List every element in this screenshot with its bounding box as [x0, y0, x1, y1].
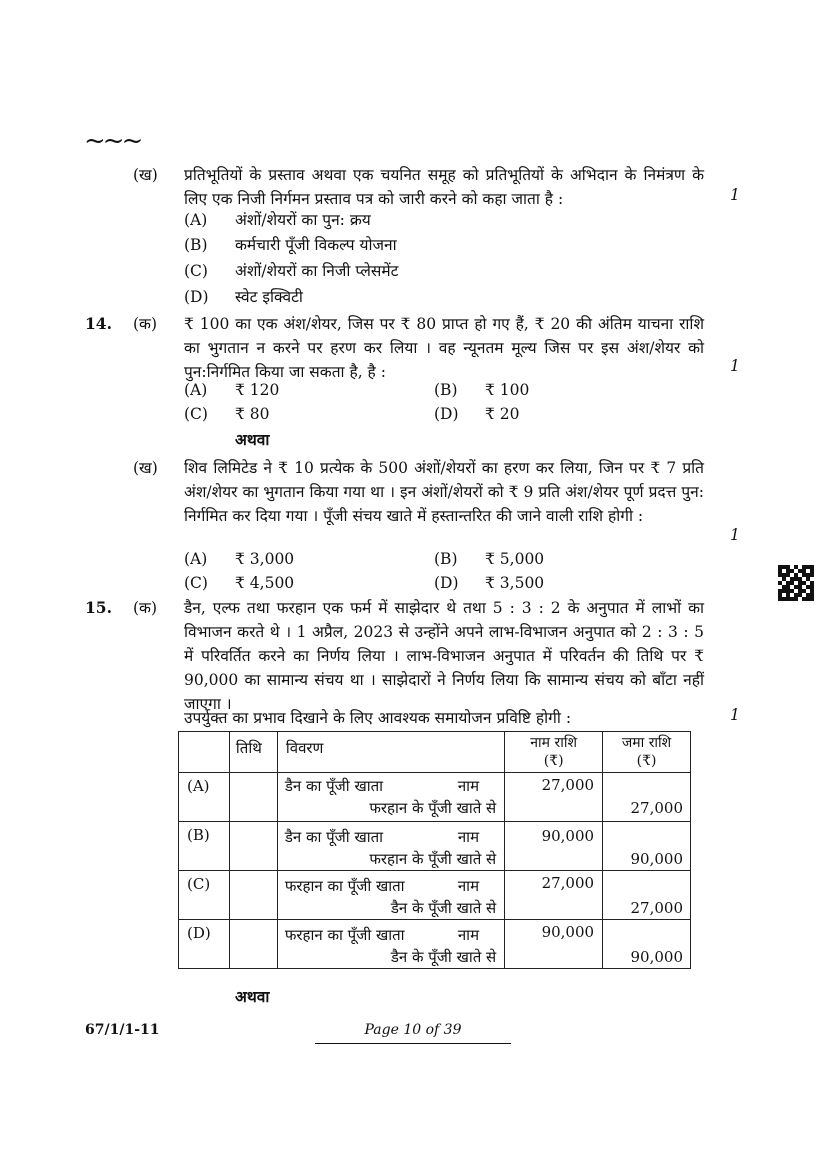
q14a-label: (क): [133, 315, 157, 333]
header-particulars-text: विवरण: [285, 739, 324, 757]
q15a-marks: 1: [730, 706, 740, 724]
q13b-option-d-label: (D): [184, 288, 209, 306]
page-number: Page 10 of 39: [364, 1022, 462, 1038]
q13b-marks: 1: [730, 186, 740, 204]
footer-rule: [315, 1043, 511, 1044]
header-label-cell: [179, 732, 230, 773]
header-particulars: [277, 732, 504, 773]
q13b-label: (ख): [133, 166, 158, 184]
header-debit-unit: (₹): [543, 753, 564, 769]
row-c-credit-account: डैन के पूँजी खाते से: [390, 899, 497, 917]
q14b-option-c: ₹ 4,500: [235, 574, 295, 592]
row-a-debit: 27,000: [541, 776, 595, 794]
wave-decoration: ~~~: [84, 126, 141, 156]
header-debit-text: नाम राशि: [530, 735, 577, 751]
row-c-debit-account: फरहान का पूँजी खाता: [284, 877, 405, 895]
q14a-option-d: ₹ 20: [485, 405, 520, 423]
q13b-option-d: स्वेट इक्विटी: [235, 288, 303, 306]
q15a-label: (क): [133, 599, 157, 617]
row-a-debit-account: डैन का पूँजी खाता: [284, 777, 384, 795]
row-d-credit-account: डैन के पूँजी खाते से: [390, 948, 497, 966]
q14a-marks: 1: [730, 357, 740, 375]
row-d-debit-account: फरहान का पूँजी खाता: [284, 926, 405, 944]
table-header-row: [179, 732, 691, 773]
q15-number: 15.: [85, 598, 112, 617]
row-b-debit-account: डैन का पूँजी खाता: [284, 828, 384, 846]
q13b-option-c-label: (C): [184, 262, 208, 280]
row-b-debit: 90,000: [541, 827, 595, 845]
q13b-option-b-label: (B): [184, 236, 208, 254]
q13b-text: प्रतिभूतियों के प्रस्ताव अथवा एक चयनित समूह को प्रतिभूतियों के अभिदान के निमंत्रण के लिए एक निजी निर्गमन प्रस्ताव पत्र को जारी करने को कहा जाता है :: [184, 166, 704, 208]
q14a-option-a-label: (A): [184, 381, 208, 399]
q15a-prompt: उपर्युक्त का प्रभाव दिखाने के लिए आवश्यक समायोजन प्रविष्टि होगी :: [184, 709, 572, 727]
q13b-option-a-label: (A): [184, 211, 208, 229]
q14a-text: ₹ 100 का एक अंश/शेयर, जिस पर ₹ 80 प्राप्त हो गए हैं, ₹ 20 की अंतिम याचना राशि का भुगतान न करने पर हरण कर लिया । वह न्यूनतम मूल्य जिस पर इस अंश/शेयर को पुन:निर्गमित किया जा सकता है, है :: [184, 315, 704, 381]
q14b-text: शिव लिमिटेड ने ₹ 10 प्रत्येक के 500 अंशों/शेयरों का हरण कर लिया, जिन पर ₹ 7 प्रति अंश/शेयर का भुगतान किया गया था । इन अंशों/शेयरों को ₹ 9 प्रति अंश/शेयर पूर्ण प्रदत्त पुन: निर्गमित कर दिया गया । पूँजी संचय खाते में हस्तान्तरित की जाने वाली राशि होगी :: [184, 459, 704, 525]
q14b-option-d-label: (D): [434, 574, 459, 592]
table-row-b: [179, 822, 691, 871]
q13b-option-a: अंशों/शेयरों का पुन: क्रय: [235, 211, 371, 229]
q14a-option-d-label: (D): [434, 405, 459, 423]
row-a-dr: नाम: [457, 777, 480, 795]
q14b-label: (ख): [133, 459, 158, 477]
paper-code: 67/1/1-11: [85, 1022, 160, 1038]
q14b-option-a: ₹ 3,000: [235, 550, 295, 568]
header-date-text: तिथि: [235, 739, 262, 757]
header-credit: [603, 732, 691, 773]
q14a-option-c-label: (C): [184, 405, 208, 423]
row-a-credit: 27,000: [630, 799, 683, 817]
table-row-d: [179, 920, 691, 969]
qr-code: [778, 565, 814, 601]
row-d-debit: 90,000: [541, 923, 595, 941]
row-c-label: (C): [187, 875, 211, 893]
q14b-marks: 1: [730, 526, 740, 544]
header-date: [229, 732, 277, 773]
q14-number: 14.: [85, 314, 112, 333]
q14a-option-c: ₹ 80: [235, 405, 270, 423]
q14a-option-a: ₹ 120: [235, 381, 280, 399]
q13b-option-b: कर्मचारी पूँजी विकल्प योजना: [235, 236, 397, 254]
table-row-c: [179, 871, 691, 920]
row-b-credit: 90,000: [630, 850, 683, 868]
q14b-option-d: ₹ 3,500: [485, 574, 545, 592]
header-credit-unit: (₹): [636, 753, 657, 769]
row-a-label: (A): [187, 777, 210, 795]
row-c-debit: 27,000: [541, 874, 595, 892]
q14b-option-b: ₹ 5,000: [485, 550, 545, 568]
q14b-option-b-label: (B): [434, 550, 458, 568]
q14a-option-b-label: (B): [434, 381, 458, 399]
table-row-a: [179, 773, 691, 822]
q14-or: अथवा: [235, 430, 270, 449]
q14a-option-b: ₹ 100: [485, 381, 530, 399]
header-credit-text: जमा राशि: [621, 735, 672, 751]
q15-or: अथवा: [235, 987, 270, 1006]
row-b-dr: नाम: [457, 828, 480, 846]
q14b-option-a-label: (A): [184, 550, 208, 568]
row-d-credit: 90,000: [630, 948, 683, 966]
q15a-text: डैन, एल्फ तथा फरहान एक फर्म में साझेदार थे तथा 5 : 3 : 2 के अनुपात में लाभों का विभाजन करते थे । 1 अप्रैल, 2023 से उन्होंने अपने लाभ-विभाजन अनुपात को 2 : 3 : 5 में परिवर्तित करने का निर्णय लिया । लाभ-विभाजन अनुपात में परिवर्तन की तिथि पर ₹ 90,000 का सामान्य संचय था । साझेदारों ने निर्णय लिया कि सामान्य संचय को बाँटा नहीं जाएगा ।: [184, 599, 704, 713]
row-a-credit-account: फरहान के पूँजी खाते से: [369, 799, 497, 817]
row-d-label: (D): [187, 924, 211, 942]
q14b-option-c-label: (C): [184, 574, 208, 592]
row-b-label: (B): [187, 826, 210, 844]
row-c-dr: नाम: [457, 877, 480, 895]
q13b-option-c: अंशों/शेयरों का निजी प्लेसमेंट: [235, 262, 399, 280]
header-debit: [505, 732, 603, 773]
journal-entry-table: [178, 731, 691, 969]
row-b-credit-account: फरहान के पूँजी खाते से: [369, 850, 497, 868]
row-c-credit: 27,000: [630, 899, 683, 917]
row-d-dr: नाम: [457, 926, 480, 944]
